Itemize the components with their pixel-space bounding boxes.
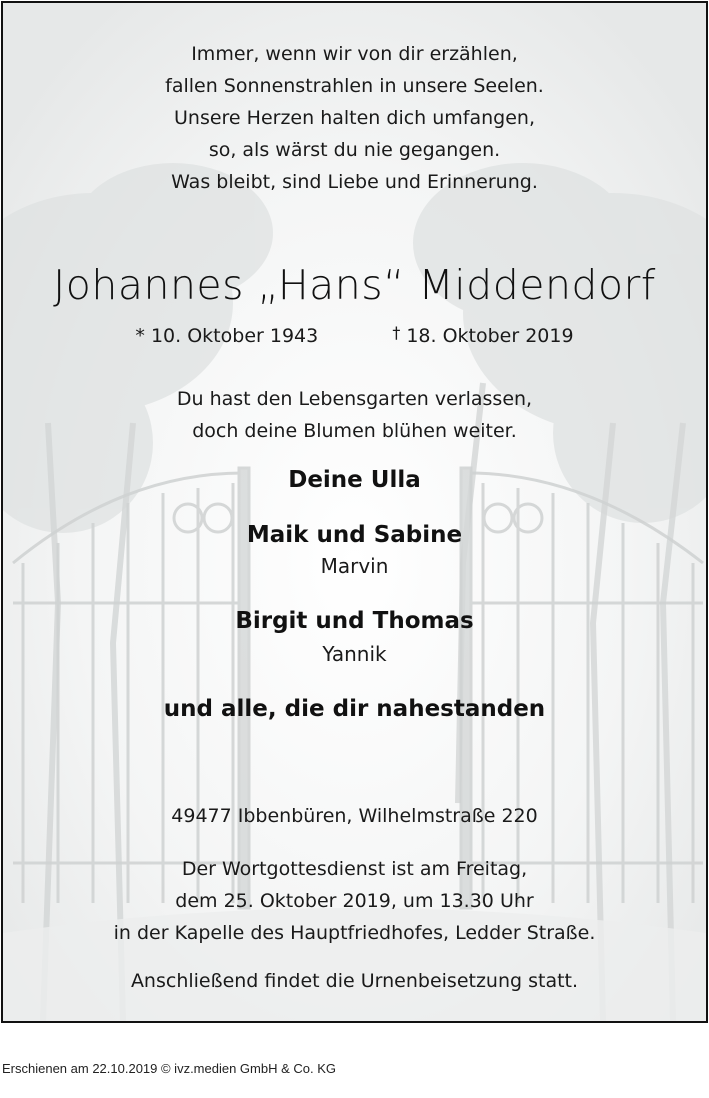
deceased-name: Johannes „Hans“ Middendorf (53, 261, 656, 309)
poem-line: Immer, wenn wir von dir erzählen, (191, 43, 518, 65)
publication-footer: Erschienen am 22.10.2019 © ivz.medien GmbH & Co. KG (2, 1061, 337, 1076)
verse-line: doch deine Blumen blühen weiter. (192, 420, 517, 442)
birth-symbol: * (135, 325, 145, 347)
birth-date: 10. Oktober 1943 (150, 325, 319, 347)
life-dates (3, 323, 706, 347)
mourner-others: und alle, die dir nahestanden (163, 696, 546, 722)
mourner-family: Birgit und Thomas (235, 608, 474, 634)
poem-line: Unsere Herzen halten dich umfangen, (174, 107, 535, 129)
mourner-child: Marvin (320, 554, 389, 578)
service-line: Der Wortgottesdienst ist am Freitag, (181, 858, 528, 880)
verse-line: Du hast den Lebensgarten verlassen, (176, 388, 533, 410)
burial-info: Anschließend findet die Urnenbeisetzung statt. (130, 970, 579, 992)
service-line: in der Kapelle des Hauptfriedhofes, Ledder Straße. (113, 922, 596, 944)
death-cross-icon: † (392, 323, 401, 342)
poem-line: so, als wärst du nie gegangen. (208, 139, 501, 161)
mourner-family: Maik und Sabine (246, 522, 463, 548)
notice-content (3, 3, 706, 1021)
death-date: 18. Oktober 2019 (406, 325, 574, 347)
poem-line: Was bleibt, sind Liebe und Erinnerung. (171, 171, 538, 193)
service-line: dem 25. Oktober 2019, um 13.30 Uhr (175, 890, 534, 912)
mourner-child: Yannik (322, 642, 387, 666)
poem-line: fallen Sonnenstrahlen in unsere Seelen. (165, 75, 544, 97)
mourner-spouse: Deine Ulla (288, 467, 421, 493)
family-address: 49477 Ibbenbüren, Wilhelmstraße 220 (171, 805, 538, 827)
obituary-notice (1, 1, 708, 1023)
